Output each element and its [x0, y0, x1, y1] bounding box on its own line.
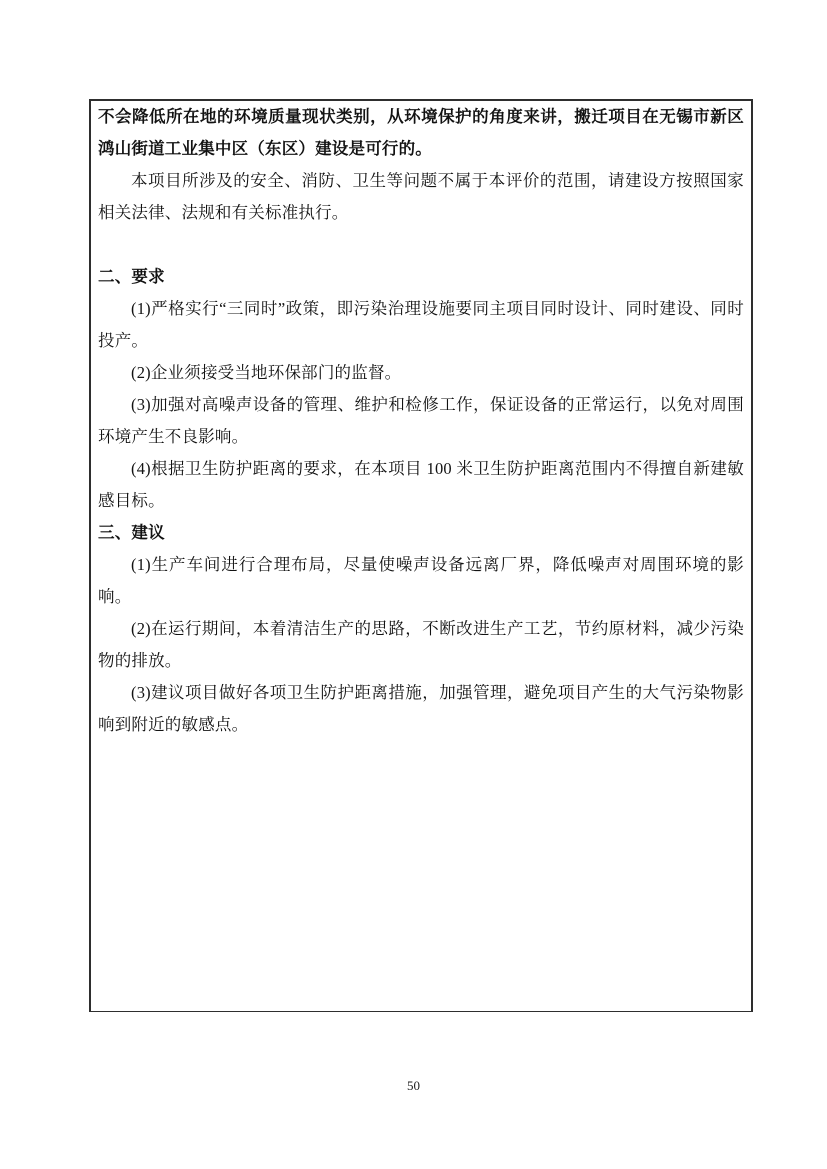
page-number: 50 [407, 1078, 420, 1093]
suggestion-item-3: (3)建议项目做好各项卫生防护距离措施，加强管理，避免项目产生的大气污染物影响到附近的敏感点。 [98, 683, 744, 734]
content-box [89, 99, 753, 1012]
requirement-item-4: (4)根据卫生防护距离的要求，在本项目 100 米卫生防护距离范围内不得擅自新建敏感目标。 [98, 459, 744, 510]
blank-line-spacer [98, 229, 744, 261]
scope-disclaimer-paragraph: 本项目所涉及的安全、消防、卫生等问题不属于本评价的范围，请建设方按照国家相关法律、法规和有关标准执行。 [98, 171, 744, 222]
section-heading-requirements: 二、要求 [98, 267, 165, 286]
requirement-item-1: (1)严格实行“三同时”政策，即污染治理设施要同主项目同时设计、同时建设、同时投产。 [98, 299, 744, 350]
requirement-item-3: (3)加强对高噪声设备的管理、维护和检修工作，保证设备的正常运行，以免对周围环境产生不良影响。 [98, 395, 744, 446]
suggestion-item-1: (1)生产车间进行合理布局，尽量使噪声设备远离厂界，降低噪声对周围环境的影响。 [98, 555, 744, 606]
section-heading-suggestions: 三、建议 [98, 523, 165, 542]
requirement-item-2: (2)企业须接受当地环保部门的监督。 [131, 363, 402, 382]
conclusion-paragraph: 不会降低所在地的环境质量现状类别，从环境保护的角度来讲，搬迁项目在无锡市新区鸿山街道工业集中区（东区）建设是可行的。 [98, 107, 744, 158]
suggestion-item-2: (2)在运行期间，本着清洁生产的思路，不断改进生产工艺，节约原材料，减少污染物的排放。 [98, 619, 744, 670]
